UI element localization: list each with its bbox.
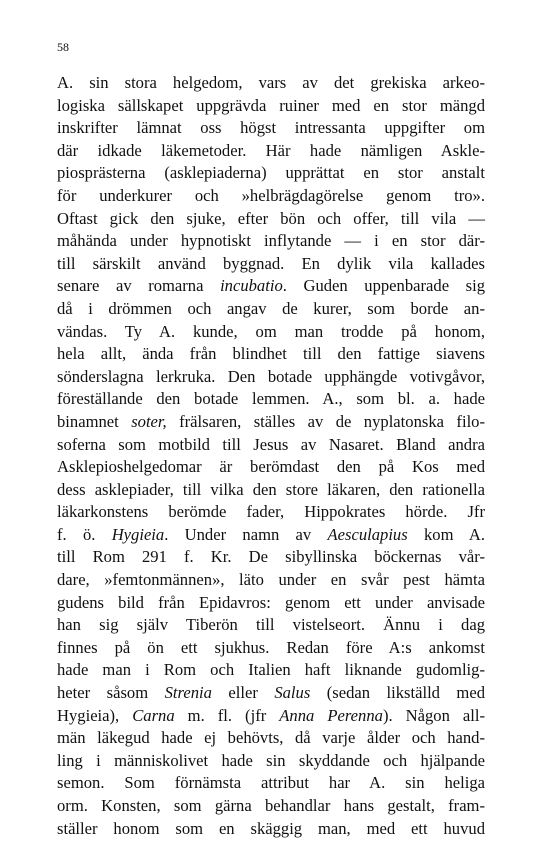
text-line (57, 343, 485, 366)
text-line (57, 275, 485, 298)
text-line (57, 614, 485, 637)
text-line (57, 479, 485, 502)
text-line (57, 501, 485, 524)
text-line (57, 208, 485, 231)
text-line (57, 795, 485, 818)
italic-term: Salus (274, 683, 311, 703)
text-segment: föreställande den botade lemmen. A., som bl. a. hade (57, 389, 485, 409)
italic-term: soter, (131, 411, 167, 431)
italic-term: Anna Perenna (279, 705, 383, 725)
text-segment: vändas. Ty A. kunde, om man trodde på honom, (57, 321, 485, 341)
text-line (57, 682, 485, 705)
text-segment: inskrifter lämnat oss högst intressanta uppgifter om (57, 118, 485, 138)
text-line (57, 162, 485, 185)
text-segment: läkarkonstens berömde fader, Hippokrates hörde. Jfr (57, 502, 485, 522)
text-segment: sönderslagna lerkruka. Den botade upphängde votivgåvor, (57, 366, 485, 386)
text-segment: gudens bild från Epidavros: genom ett under anvisade (57, 592, 485, 612)
text-line (57, 456, 485, 479)
text-segment: heter såsom (57, 683, 165, 703)
text-segment: dess asklepiader, till vilka den store läkaren, den rationella (57, 479, 485, 499)
text-segment: han sig själv Tiberön till vistelseort. Ännu i dag (57, 615, 485, 635)
text-segment: (sedan likställd med (310, 683, 486, 703)
text-segment: då i drömmen och angav de kurer, som borde an- (57, 298, 485, 318)
page-number: 58 (57, 40, 69, 54)
text-line (57, 546, 485, 569)
text-segment: hela allt, ända från blindhet till den fattige siavens (57, 344, 485, 364)
text-segment: orm. Konsten, som gärna behandlar hans gestalt, fram- (57, 796, 485, 815)
text-segment: A. sin stora helgedom, vars av det grekiska arkeo- (57, 73, 485, 92)
text-line (57, 411, 485, 434)
text-segment: . Under namn av (164, 524, 328, 544)
text-line (57, 298, 485, 321)
text-line (57, 659, 485, 682)
text-line (57, 524, 485, 547)
text-line (57, 366, 485, 389)
italic-term: Hygieia (111, 524, 165, 544)
text-line (57, 230, 485, 253)
text-line (57, 321, 485, 344)
text-line (57, 434, 485, 457)
text-segment: Hygieia), (57, 705, 133, 725)
body-text (57, 72, 485, 840)
text-line (57, 727, 485, 750)
text-segment: logiska sällskapet uppgrävda ruiner med en stor mängd (57, 95, 485, 115)
text-line (57, 637, 485, 660)
text-segment: Oftast gick den sjuke, efter bön och offer, till vila — (57, 208, 485, 228)
text-segment: kom A. (407, 524, 485, 544)
text-segment: för underkurer och »helbrägdagörelse genom tro». (57, 185, 485, 205)
italic-term: incubatio (220, 276, 283, 296)
text-segment: ställer honom som en skäggig man, med ett huvud (57, 818, 485, 838)
text-line (57, 117, 485, 140)
text-segment: soferna som motbild till Jesus av Nasaret. Bland andra (57, 434, 485, 454)
text-line (57, 185, 485, 208)
italic-term: Carna (132, 705, 175, 725)
text-segment: m. fl. (jfr (174, 705, 280, 725)
text-line (57, 569, 485, 592)
text-segment: dare, »femtonmännen», läto under en svår pest hämta (57, 570, 485, 590)
text-segment: där idkade läkemetoder. Här hade nämligen Askle- (57, 140, 485, 160)
italic-term: Aesculapius (327, 524, 408, 544)
text-segment: binamnet (57, 411, 132, 431)
italic-term: Strenia (164, 683, 212, 703)
text-segment: f. ö. (57, 524, 112, 544)
text-line (57, 95, 485, 118)
text-line (57, 253, 485, 276)
text-segment: hade man i Rom och Italien haft liknande gudomlig- (57, 660, 485, 680)
text-segment: eller (211, 683, 275, 703)
text-line (57, 750, 485, 773)
text-segment: senare av romarna (57, 276, 221, 296)
text-segment: måhända under hypnotiskt inflytande — i en stor där- (57, 231, 485, 251)
text-segment: till särskilt använd byggnad. En dylik vila kallades (57, 253, 485, 273)
text-line (57, 72, 485, 95)
text-line (57, 772, 485, 795)
text-line (57, 388, 485, 411)
text-segment: semon. Som förnämsta attribut har A. sin heliga (57, 773, 485, 793)
text-segment: till Rom 291 f. Kr. De sibyllinska böckernas vår- (57, 547, 485, 567)
text-segment: finnes på ön ett sjukhus. Redan före A:s ankomst (57, 637, 485, 657)
text-segment: . Guden uppenbarade sig (282, 276, 485, 296)
text-segment: frälsaren, ställes av de nyplatonska filo- (166, 411, 485, 431)
text-segment: piosprästerna (asklepiaderna) upprättat en stor anstalt (57, 163, 485, 183)
text-segment: ). Någon all- (382, 705, 486, 725)
text-line (57, 592, 485, 615)
text-segment: ling i människolivet hade sin skyddande och hjälpande (57, 750, 485, 770)
text-segment: män läkegud hade ej behövts, då varje ålder och hand- (57, 728, 485, 748)
text-line (57, 705, 485, 728)
text-line (57, 818, 485, 841)
text-segment: Asklepioshelgedomar är berömdast den på Kos med (57, 457, 485, 477)
text-line (57, 140, 485, 163)
